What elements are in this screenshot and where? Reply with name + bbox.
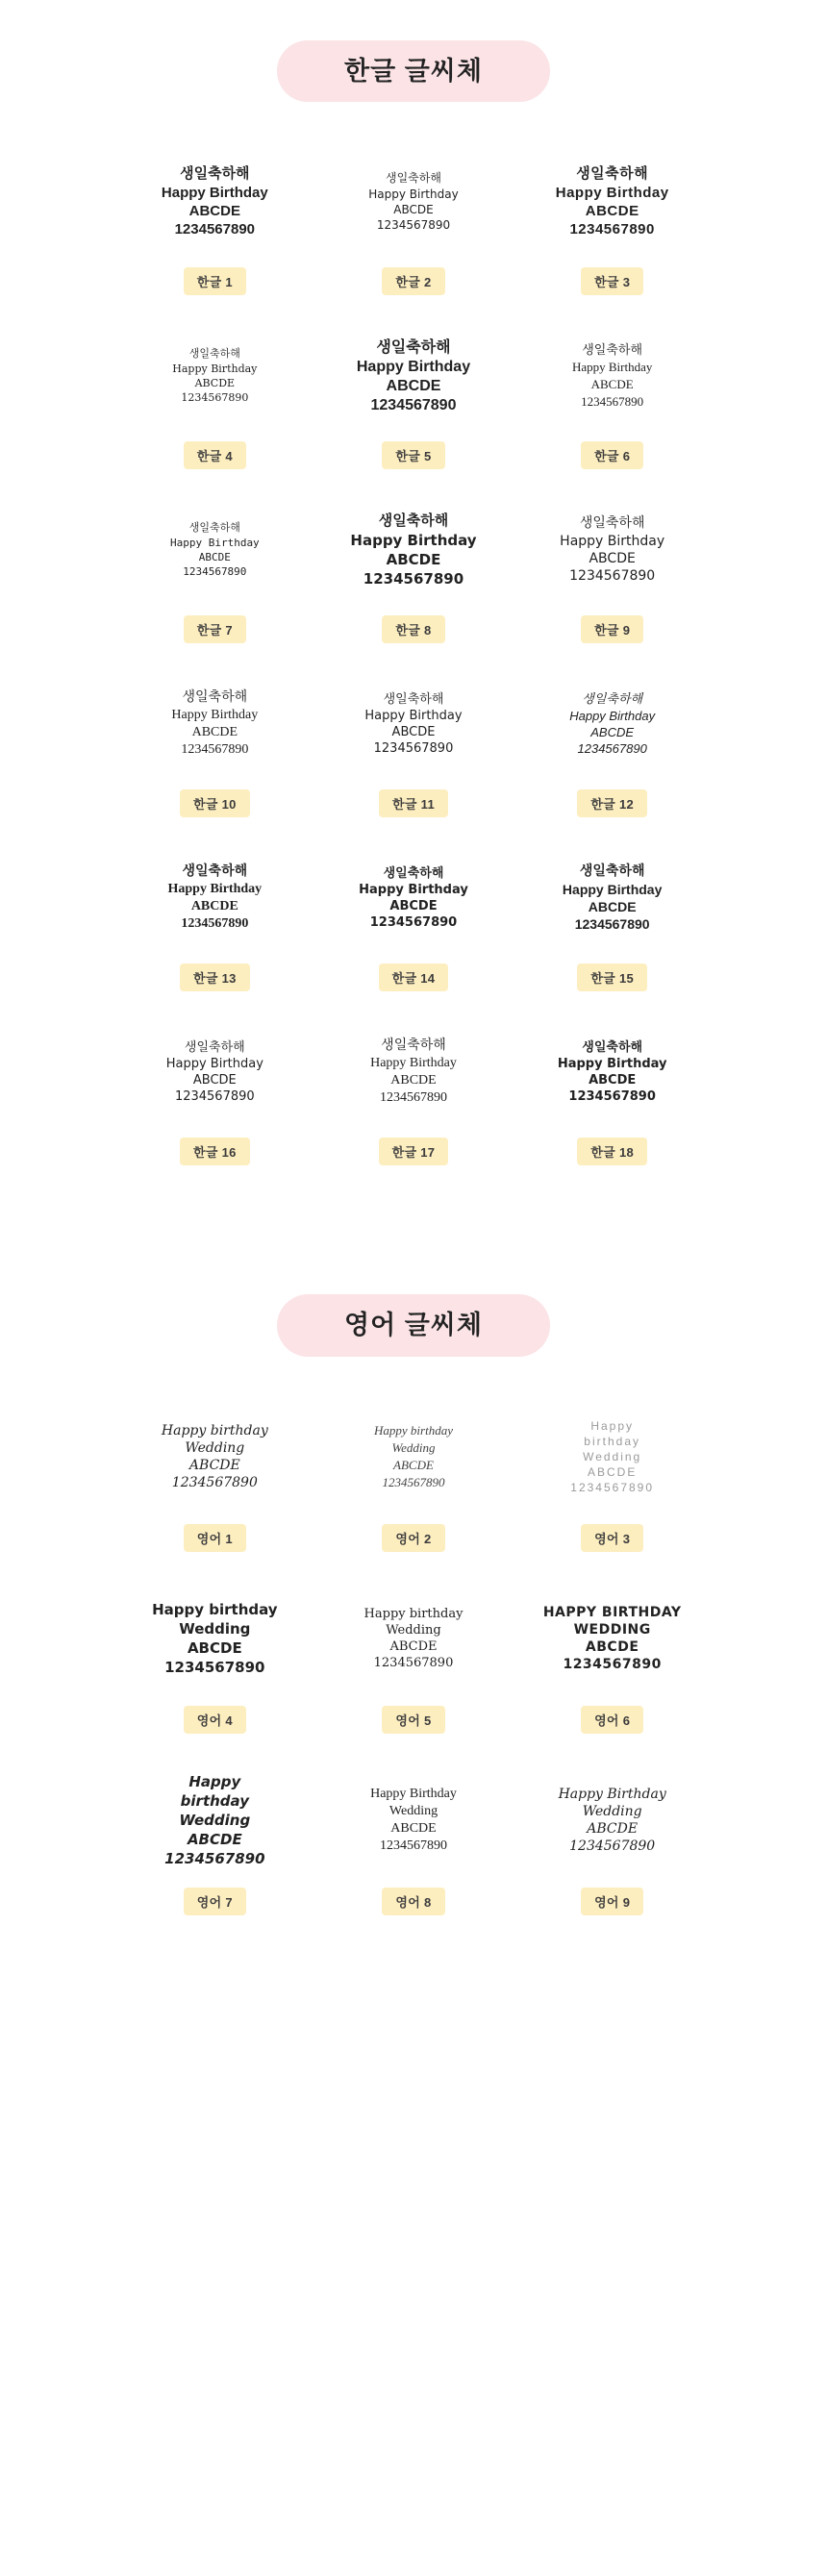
font-name-badge[interactable]: 한글 18 xyxy=(577,1138,647,1165)
font-sample-line: Wedding xyxy=(582,1803,642,1819)
font-sample-cell[interactable] xyxy=(314,316,514,469)
font-name-badge[interactable]: 한글 10 xyxy=(180,789,250,817)
font-name-badge[interactable]: 영어 6 xyxy=(581,1706,643,1734)
font-sample-line: Happy xyxy=(590,1418,634,1433)
font-sample-line: 생일축하해 xyxy=(182,690,248,706)
font-name-badge[interactable]: 한글 9 xyxy=(581,615,643,643)
font-sample-line: Wedding xyxy=(388,1803,439,1818)
font-name-badge[interactable]: 영어 8 xyxy=(382,1888,444,1915)
korean-banner-wrap xyxy=(0,40,827,102)
font-name-badge[interactable]: 한글 7 xyxy=(184,615,246,643)
font-sample-line: ABCDE xyxy=(389,1638,438,1654)
font-sample-cell[interactable] xyxy=(314,838,514,991)
font-sample-preview xyxy=(572,316,652,432)
font-sample-line: Happy Birthday xyxy=(569,709,656,724)
font-sample-line: 1234567890 xyxy=(174,221,256,238)
font-sample-line: Wedding xyxy=(179,1811,251,1829)
font-sample-preview xyxy=(563,838,662,954)
font-sample-cell[interactable] xyxy=(115,490,314,643)
font-sample-line: Happy birthday xyxy=(363,1606,464,1621)
font-sample-preview xyxy=(543,1581,682,1696)
font-sample-line: 1234567890 xyxy=(171,1474,258,1490)
font-name-badge[interactable]: 한글 12 xyxy=(577,789,647,817)
font-name-badge[interactable]: 영어 9 xyxy=(581,1888,643,1915)
font-sample-cell[interactable] xyxy=(314,1013,514,1165)
font-sample-cell[interactable] xyxy=(314,490,514,643)
font-sample-preview xyxy=(359,838,468,954)
font-name-badge[interactable]: 한글 15 xyxy=(577,963,647,991)
font-sample-line: ABCDE xyxy=(585,203,639,220)
font-sample-preview xyxy=(558,1013,667,1128)
font-sample-line: Happy birthday xyxy=(152,1600,278,1618)
font-sample-cell[interactable] xyxy=(513,1763,712,1915)
font-sample-preview xyxy=(357,316,470,432)
font-sample-line: 생일축하해 xyxy=(576,165,649,183)
font-sample-preview xyxy=(368,142,458,258)
font-sample-line: ABCDE xyxy=(198,550,231,563)
font-sample-line: ABCDE xyxy=(590,725,635,740)
section-english xyxy=(0,1187,827,1943)
font-sample-line: 생일축하해 xyxy=(381,1038,446,1054)
font-sample-line: 1234567890 xyxy=(581,393,644,409)
font-sample-line: 1234567890 xyxy=(569,1838,656,1854)
font-name-badge[interactable]: 영어 7 xyxy=(184,1888,246,1915)
font-name-badge[interactable]: 한글 4 xyxy=(184,441,246,469)
font-sample-cell[interactable] xyxy=(314,1581,514,1734)
font-sample-cell[interactable] xyxy=(314,1763,514,1915)
font-sample-line: Happy Birthday xyxy=(350,531,477,549)
font-sample-line: ABCDE xyxy=(390,1073,437,1088)
font-sample-line: ABCDE xyxy=(393,202,434,216)
font-sample-preview xyxy=(162,1399,268,1514)
font-sample-preview xyxy=(171,664,258,780)
font-sample-cell[interactable] xyxy=(513,664,712,817)
font-sample-cell[interactable] xyxy=(513,1399,712,1552)
font-sample-line: Happy birthday xyxy=(374,1422,453,1438)
font-sample-line: Happy Birthday xyxy=(356,358,471,375)
english-banner-wrap xyxy=(0,1294,827,1356)
font-sample-line: 1234567890 xyxy=(379,1090,447,1106)
font-sample-preview xyxy=(162,142,268,258)
font-sample-line: 생일축하해 xyxy=(182,864,248,880)
font-sample-line: 1234567890 xyxy=(183,564,247,578)
font-sample-cell[interactable] xyxy=(115,1013,314,1165)
font-sample-line: ABCDE xyxy=(191,725,238,740)
font-sample-line: 1234567890 xyxy=(370,396,457,413)
font-sample-preview xyxy=(166,1013,263,1128)
font-sample-line: 생일축하해 xyxy=(376,338,451,356)
font-sample-preview xyxy=(168,838,263,954)
font-sample-line: 생일축하해 xyxy=(383,866,444,882)
font-sample-line: 1234567890 xyxy=(369,915,458,931)
font-sample-line: Happy Birthday xyxy=(370,1056,457,1071)
font-name-badge[interactable]: 한글 2 xyxy=(382,267,444,295)
korean-section-title: 한글 글씨체 xyxy=(344,57,483,86)
font-sample-cell[interactable] xyxy=(513,490,712,643)
font-sample-line: 1234567890 xyxy=(574,916,650,933)
section-korean xyxy=(0,0,827,1187)
font-sample-preview xyxy=(556,142,669,258)
font-sample-line: Happy Birthday xyxy=(558,1786,666,1802)
font-sample-line: 생일축하해 xyxy=(383,692,444,708)
font-sample-line: 생일축하해 xyxy=(378,511,449,529)
font-sample-line: 1234567890 xyxy=(379,1838,447,1853)
font-sample-line: 1234567890 xyxy=(373,1655,454,1670)
font-sample-line: 1234567890 xyxy=(181,390,249,404)
font-sample-line: 생일축하해 xyxy=(582,691,643,707)
font-name-badge[interactable]: 영어 1 xyxy=(184,1524,246,1552)
font-sample-line: WEDDING xyxy=(573,1621,651,1638)
font-sample-cell[interactable] xyxy=(513,838,712,991)
font-sample-line: 1234567890 xyxy=(174,1089,255,1105)
font-sample-cell[interactable] xyxy=(115,1763,314,1915)
font-sample-line: ABCDE xyxy=(390,1820,437,1836)
font-sample-cell[interactable] xyxy=(314,1399,514,1552)
font-sample-line: 1234567890 xyxy=(164,1849,265,1867)
font-sample-line: Happy Birthday xyxy=(571,359,653,374)
font-sample-line: 1234567890 xyxy=(563,1656,662,1672)
font-name-badge[interactable]: 한글 1 xyxy=(184,267,246,295)
font-sample-preview xyxy=(172,316,257,432)
font-name-badge[interactable]: 한글 16 xyxy=(180,1138,250,1165)
font-sample-line: ABCDE xyxy=(589,1073,637,1088)
font-sample-cell[interactable] xyxy=(314,142,514,295)
english-section-title: 영어 글씨체 xyxy=(344,1311,483,1340)
korean-banner xyxy=(277,40,550,102)
font-sample-line: ABCDE xyxy=(585,1638,639,1655)
font-sample-line: Happy Birthday xyxy=(169,536,260,549)
font-sample-line: ABCDE xyxy=(188,1457,240,1473)
font-sample-line: 생일축하해 xyxy=(180,165,250,183)
font-sample-line: Wedding xyxy=(179,1619,251,1638)
font-name-badge[interactable]: 한글 3 xyxy=(581,267,643,295)
font-sample-line: Wedding xyxy=(391,1439,436,1455)
font-sample-line: Wedding xyxy=(583,1449,642,1463)
korean-font-grid xyxy=(115,142,712,1187)
font-sample-line: 1234567890 xyxy=(181,916,249,932)
font-sample-preview xyxy=(364,1581,464,1696)
font-sample-preview xyxy=(569,664,655,780)
font-sample-cell[interactable] xyxy=(115,664,314,817)
english-font-grid xyxy=(115,1399,712,1944)
font-sample-line: 1234567890 xyxy=(376,217,451,232)
font-sample-cell[interactable] xyxy=(115,1399,314,1552)
font-sample-line: ABCDE xyxy=(393,1457,434,1472)
font-sample-line: Happy Birthday xyxy=(555,185,669,202)
font-sample-line: 1234567890 xyxy=(181,742,249,758)
font-sample-line: 1234567890 xyxy=(577,741,647,757)
font-name-badge[interactable]: 영어 5 xyxy=(382,1706,444,1734)
font-sample-line: Happy Birthday xyxy=(171,708,259,723)
font-sample-cell[interactable] xyxy=(115,142,314,295)
font-sample-preview xyxy=(152,1581,277,1696)
english-banner xyxy=(277,1294,550,1356)
font-name-badge[interactable]: 한글 5 xyxy=(382,441,444,469)
font-sample-line: ABCDE xyxy=(187,1638,242,1657)
font-sample-line: HAPPY BIRTHDAY xyxy=(542,1604,682,1620)
font-name-badge[interactable]: 영어 3 xyxy=(581,1524,643,1552)
font-name-badge[interactable]: 한글 17 xyxy=(379,1138,449,1165)
font-sample-line: Happy xyxy=(188,1772,241,1790)
font-sample-line: ABCDE xyxy=(590,376,634,391)
font-name-badge[interactable]: 영어 2 xyxy=(382,1524,444,1552)
font-sample-line: Happy Birthday xyxy=(560,534,665,550)
font-sample-line: 1234567890 xyxy=(569,221,655,238)
font-sample-line: Happy Birthday xyxy=(167,882,263,897)
font-sample-line: 생일축하해 xyxy=(386,170,441,185)
font-sample-line: ABCDE xyxy=(194,376,236,389)
font-sample-line: ABCDE xyxy=(386,377,441,394)
font-sample-line: Happy Birthday xyxy=(562,882,663,898)
font-sample-line: 1234567890 xyxy=(570,1480,655,1494)
font-sample-line: 생일축하해 xyxy=(184,1040,245,1056)
font-sample-preview xyxy=(559,1763,666,1878)
font-sample-line: ABCDE xyxy=(391,725,436,740)
font-sample-preview xyxy=(374,1399,453,1514)
font-sample-preview xyxy=(370,1013,457,1128)
font-sample-line: 1234567890 xyxy=(164,1658,265,1676)
font-sample-cell[interactable] xyxy=(513,142,712,295)
font-sample-line: Happy Birthday xyxy=(161,185,268,202)
font-sample-line: ABCDE xyxy=(587,1820,639,1837)
font-sample-line: Happy birthday xyxy=(161,1422,268,1438)
font-sample-line: 1234567890 xyxy=(568,1089,656,1105)
font-sample-preview xyxy=(350,490,476,606)
font-name-badge[interactable]: 한글 6 xyxy=(581,441,643,469)
font-name-badge[interactable]: 한글 14 xyxy=(379,963,449,991)
font-sample-line: ABCDE xyxy=(188,203,240,220)
font-sample-cell[interactable] xyxy=(314,664,514,817)
font-name-badge[interactable]: 영어 4 xyxy=(184,1706,246,1734)
font-sample-line: Wedding xyxy=(386,1622,441,1638)
font-sample-preview xyxy=(164,1763,264,1878)
font-sample-preview xyxy=(364,664,462,780)
font-sample-line: Happy Birthday xyxy=(165,1057,263,1072)
font-sample-line: 1234567890 xyxy=(363,569,464,588)
font-sample-line: birthday xyxy=(584,1434,640,1448)
font-sample-line: 생일축하해 xyxy=(188,346,240,360)
font-name-badge[interactable]: 한글 13 xyxy=(180,963,250,991)
font-sample-line: Happy Birthday xyxy=(359,883,468,898)
font-sample-line: 생일축하해 xyxy=(582,1040,643,1056)
font-sample-line: Happy Birthday xyxy=(172,362,258,375)
font-sample-preview xyxy=(560,490,664,606)
font-sample-cell[interactable] xyxy=(513,1013,712,1165)
font-sample-cell[interactable] xyxy=(513,316,712,469)
font-sample-cell[interactable] xyxy=(115,316,314,469)
font-sample-cell[interactable] xyxy=(115,1581,314,1734)
font-sample-line: ABCDE xyxy=(386,550,441,568)
font-sample-line: 생일축하해 xyxy=(579,863,645,879)
page-bottom-spacer xyxy=(0,1944,827,2079)
font-sample-line: Happy Birthday xyxy=(364,709,463,724)
font-sample-cell[interactable] xyxy=(115,838,314,991)
font-sample-line: Happy Birthday xyxy=(368,187,459,201)
font-sample-preview xyxy=(570,1399,654,1514)
font-sample-line: 1234567890 xyxy=(569,568,656,585)
font-sample-line: ABCDE xyxy=(389,899,438,914)
font-sample-line: birthday xyxy=(180,1791,249,1810)
font-sample-line: Happy Birthday xyxy=(557,1057,667,1072)
font-name-badge[interactable]: 한글 8 xyxy=(382,615,444,643)
font-sample-preview xyxy=(370,1763,457,1878)
font-sample-preview xyxy=(170,490,260,606)
font-sample-line: 1234567890 xyxy=(382,1474,445,1489)
font-sample-cell[interactable] xyxy=(513,1581,712,1734)
font-sample-line: ABCDE xyxy=(587,1464,638,1479)
font-sample-line: 1234567890 xyxy=(373,741,454,757)
font-sample-line: Happy Birthday xyxy=(370,1786,457,1801)
font-sample-line: ABCDE xyxy=(190,899,238,914)
font-sample-line: 생일축하해 xyxy=(579,515,645,532)
font-sample-line: ABCDE xyxy=(192,1073,237,1088)
font-sample-line: Wedding xyxy=(185,1439,245,1456)
font-name-badge[interactable]: 한글 11 xyxy=(379,789,448,817)
font-sample-line: 생일축하해 xyxy=(188,520,240,534)
font-sample-line: ABCDE xyxy=(187,1830,242,1848)
font-sample-line: ABCDE xyxy=(588,899,637,915)
font-sample-line: ABCDE xyxy=(589,551,636,567)
font-sample-line: 생일축하해 xyxy=(582,341,643,357)
